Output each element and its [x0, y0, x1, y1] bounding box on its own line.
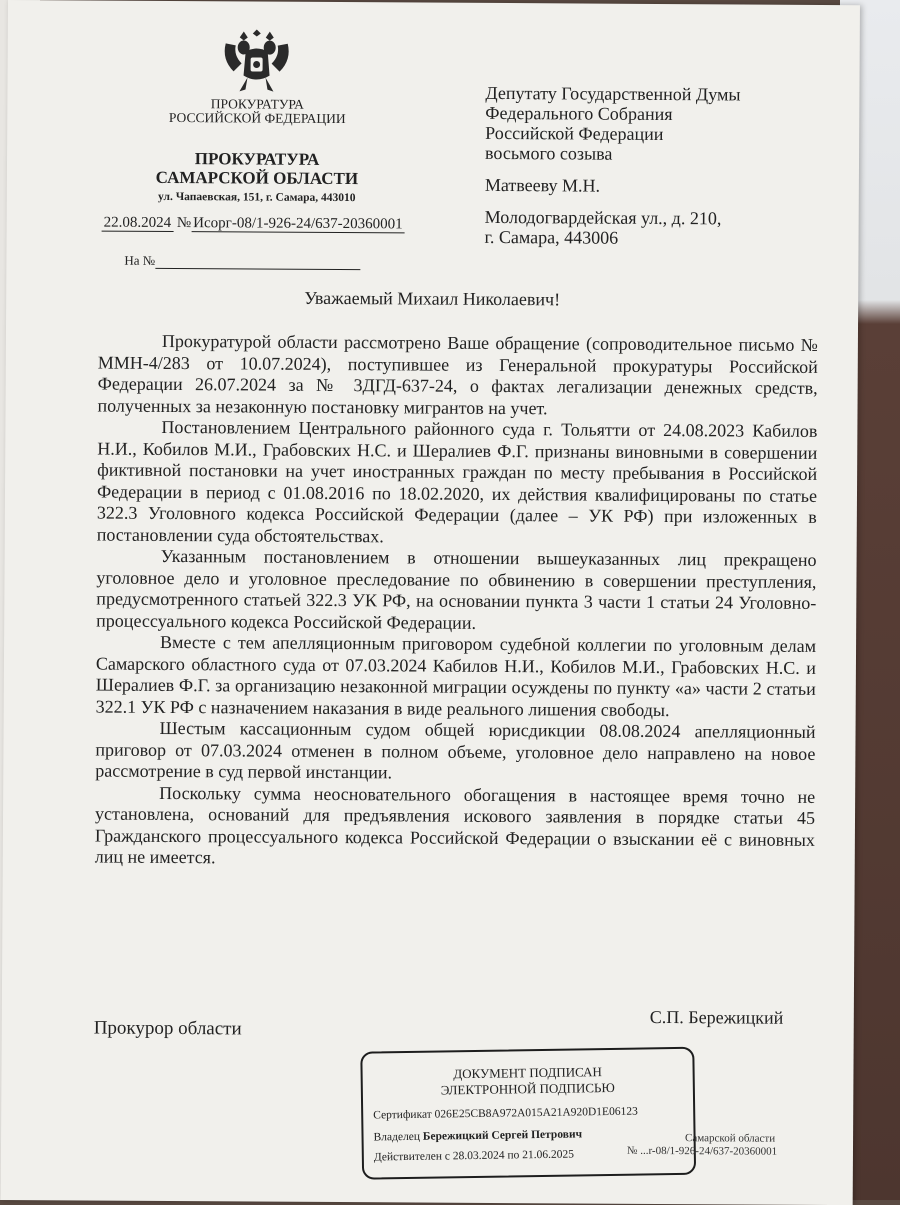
signer-name: С.П. Бережицкий — [649, 1006, 784, 1028]
reply-to-blank — [155, 256, 360, 270]
agency-upper-line1: ПРОКУРАТУРА — [210, 96, 304, 112]
recipient-address2: г. Самара, 443006 — [484, 226, 619, 248]
body-paragraph: Указанным постановлением в отношении вышеуказанных лиц прекращено уголовное дело и уголовное преследование по обвинению в совершении преступления, предусмотренного статьей 322.3 УК РФ, на основании пункта 3 части 1 статьи 24 Уголовно-процессуального кодекса Российской Федерации. — [96, 545, 817, 633]
coat-of-arms-emblem — [219, 29, 293, 95]
stamp-valid-to-label: по — [507, 1149, 520, 1162]
stamp-validity — [374, 1149, 574, 1164]
recipient-name: Матвееву М.Н. — [484, 174, 601, 196]
recipient-address1: Молодогвардейская ул., д. 210, — [484, 206, 722, 229]
footer-number: ...r-08/1-926-24/637-20360001 — [640, 1144, 778, 1158]
electronic-signature-stamp — [360, 1047, 696, 1180]
recipient-line2: Федерального Собрания — [485, 102, 673, 125]
registration-line — [102, 215, 482, 234]
footer-registration — [626, 1132, 778, 1159]
stamp-owner-label: Владелец — [373, 1130, 421, 1144]
stamp-valid-to: 21.06.2025 — [522, 1148, 575, 1162]
body-paragraph: Шестым кассационным судом общей юрисдикции 08.08.2024 апелляционный приговор от 07.03.2024 отменен в полном объеме, уголовное дело направлено на новое рассмотрение в суд первой инстанции. — [95, 717, 816, 783]
body-paragraph: Постановлением Центрального районного суда г. Тольятти от 24.08.2023 Кабилов Н.И., Кобилов М.И., Грабовских Н.С. и Шералиев Ф.Г. признаны виновными в совершении фиктивной постановки на учет иностранных граждан по месту пребывания в Российской Федерации в период с 01.08.2016 по 18.02.2020, их действия квалифицированы по статье 322.3 Уголовного кодекса Российской Федерации (далее – УК РФ) при изложенных в постановлении суда обстоятельствах. — [96, 416, 818, 546]
footer-line1: Самарской области — [685, 1132, 776, 1145]
stamp-certificate-value: 026E25CB8A972A015A21A920D1E06123 — [434, 1105, 638, 1121]
agency-bold-line1: ПРОКУРАТУРА — [194, 149, 320, 169]
recipient-line3: Российской Федерации — [485, 122, 664, 145]
recipient-line1: Депутату Государственной Думы — [485, 82, 741, 105]
agency-name-federal — [157, 97, 357, 126]
agency-name-regional — [137, 149, 377, 188]
stamp-certificate — [373, 1106, 638, 1122]
reply-to-line — [124, 253, 360, 270]
stamp-title-line2: ЭЛЕКТРОННОЙ ПОДПИСЬЮ — [440, 1079, 615, 1098]
body-paragraph: Вместе с тем апелляционным приговором судебной коллегии по уголовным делам Самарского областного суда от 07.03.2024 Кабилов Н.И., Кобилов М.И., Грабовских Н.С. и Шералиев Ф.Г. за организацию незаконной миграции осуждены по пункту «а» части 2 статьи 322.1 УК РФ с назначением наказания в виде реального лишения свободы. — [95, 631, 817, 720]
body-paragraph: Поскольку сумма неосновательного обогащения в настоящее время точно не установлена, оснований для предъявления искового заявления в порядке статьи 45 Гражданского процессуального кодекса Российской Федерации о взыскании её с виновных лиц не имеется. — [94, 782, 816, 868]
agency-bold-line2: САМАРСКОЙ ОБЛАСТИ — [155, 167, 359, 189]
body-paragraph: Прокуратурой области рассмотрено Ваше обращение (сопроводительное письмо № ММН-4/283 от 10.07.2024), поступившее из Генеральной прокуратуры Российской Федерации 26.07.2024 за № 3ДГД-637-24, о фактах легализации денежных средств, полученных за незаконную постановку мигрантов на учет. — [97, 330, 818, 418]
recipient-block — [485, 83, 816, 249]
registration-number-sign: № — [176, 215, 192, 232]
registration-number: Исорг-08/1-926-24/637-20360001 — [191, 215, 405, 233]
stamp-valid-from: 28.03.2024 — [452, 1149, 505, 1163]
letter-page — [1, 0, 860, 1205]
footer-line2 — [626, 1144, 778, 1159]
stamp-owner-value: Бережицкий Сергей Петрович — [422, 1128, 583, 1143]
stamp-title-line1: ДОКУМЕНТ ПОДПИСАН — [453, 1064, 602, 1082]
stamp-owner — [373, 1128, 582, 1143]
stamp-certificate-label: Сертификат — [373, 1108, 432, 1122]
salutation: Уважаемый Михаил Николаевич! — [304, 287, 561, 310]
stamp-valid-label: Действителен с — [373, 1150, 451, 1164]
stamp-title — [363, 1063, 693, 1100]
footer-number-sign: № — [626, 1144, 638, 1157]
recipient-line4: восьмого созыва — [485, 142, 613, 164]
reply-to-label: На № — [124, 252, 156, 268]
agency-upper-line2: РОССИЙСКОЙ ФЕДЕРАЦИИ — [168, 109, 346, 127]
agency-address: ул. Чапаевская, 151, г. Самара, 443010 — [158, 190, 356, 205]
signer-position: Прокурор области — [93, 1017, 242, 1040]
registration-date: 22.08.2024 — [102, 215, 174, 232]
letter-body — [95, 331, 818, 873]
